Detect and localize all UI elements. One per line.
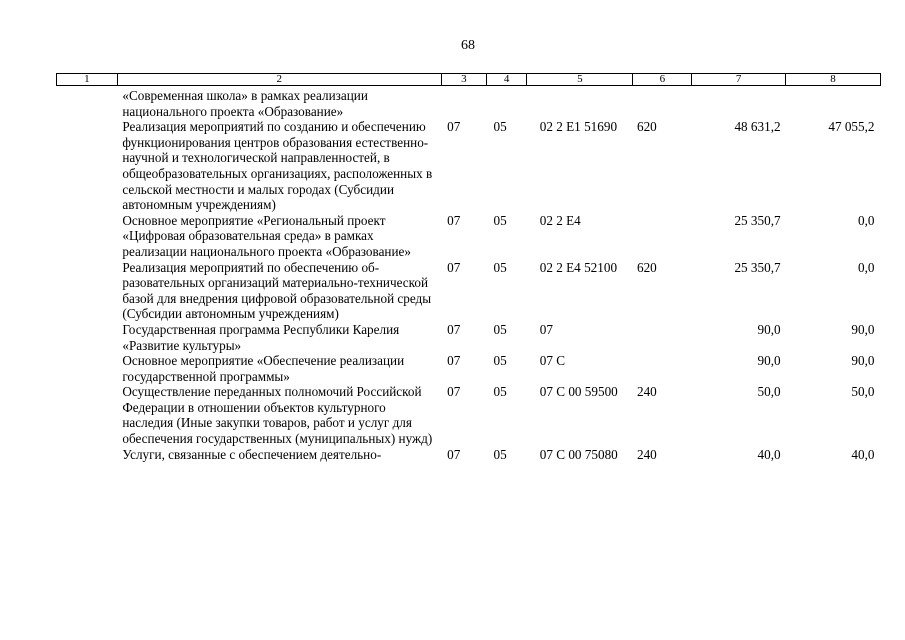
target-article-code: 07	[539, 321, 553, 337]
target-article-code: 02 2 E4	[539, 212, 581, 228]
column-header: 7	[692, 74, 786, 86]
expense-type-code: 620	[636, 259, 657, 275]
subsection-code: 05	[493, 119, 507, 135]
item-name: «Современная школа» в рамках реализации национального проекта «Образование»	[122, 88, 368, 119]
budget-table	[56, 73, 881, 462]
column-number-header-row	[57, 74, 881, 86]
section-code: 07	[447, 446, 461, 462]
table-row	[57, 322, 881, 353]
amount-col7: 90,0	[757, 321, 781, 337]
item-name: Основное мероприятие «Обеспечение реализации государственной программы»	[122, 353, 405, 384]
table-row	[57, 260, 881, 322]
expense-type-code: 620	[636, 119, 657, 135]
subsection-code: 05	[493, 259, 507, 275]
target-article-code: 07 С 00 75080	[539, 446, 618, 462]
subsection-code: 05	[493, 321, 507, 337]
expense-type-code	[633, 353, 692, 384]
amount-col7: 40,0	[757, 446, 781, 462]
table-row	[57, 213, 881, 260]
section-code: 07	[447, 119, 461, 135]
column-header: 6	[633, 74, 692, 86]
amount-col7: 25 350,7	[734, 212, 781, 228]
target-article-code: 07 С 00 59500	[539, 384, 618, 400]
amount-col7: 48 631,2	[734, 119, 781, 135]
amount-col8: 90,0	[851, 321, 875, 337]
subsection-code	[487, 86, 527, 120]
empty-cell	[57, 322, 118, 353]
section-code: 07	[447, 321, 461, 337]
item-name: Основное мероприятие «Региональный проект «Цифровая образовательная среда» в рамках реализации национального проекта «Образование»	[122, 212, 411, 259]
expense-type-code: 240	[636, 384, 657, 400]
subsection-code: 05	[493, 353, 507, 369]
empty-cell	[57, 260, 118, 322]
empty-cell	[57, 384, 118, 446]
amount-col8: 90,0	[851, 353, 875, 369]
subsection-code: 05	[493, 384, 507, 400]
column-header: 2	[117, 74, 441, 86]
item-name: Реализация мероприятий по созданию и обеспечению функционирования центров образования естественно-научной и технологической направленностей, в общеобразовательных организациях, расположенных в сельской местности и малых городах (Субсидии автономным учреждениям)	[122, 119, 433, 213]
target-article-code: 07 С	[539, 353, 566, 369]
empty-cell	[57, 119, 118, 213]
item-name: Реализация мероприятий по обеспечению образовательных организаций материально-технической базой для внедрения цифровой образовательной среды (Субсидии автономным учреждениям)	[122, 259, 432, 322]
amount-col8: 0,0	[858, 259, 875, 275]
amount-col7: 90,0	[757, 353, 781, 369]
target-article-code	[527, 86, 633, 120]
column-header: 4	[487, 74, 527, 86]
section-code: 07	[447, 384, 461, 400]
table-row	[57, 384, 881, 446]
item-name: Государственная программа Республики Карелия «Развитие культуры»	[122, 321, 400, 353]
empty-cell	[57, 353, 118, 384]
section-code: 07	[447, 259, 461, 275]
table-row	[57, 119, 881, 213]
column-header: 8	[786, 74, 881, 86]
page-number: 68	[461, 38, 475, 53]
amount-col8: 47 055,2	[828, 119, 875, 135]
target-article-code: 02 2 E1 51690	[539, 119, 618, 135]
column-header: 3	[441, 74, 486, 86]
item-name: Осуществление переданных полномочий Российской Федерации в отношении объектов культурного наследия (Иные закупки товаров, работ и услуг для обеспечения государственных (муниципальных) нужд)	[122, 384, 433, 447]
amount-col8	[786, 86, 881, 120]
column-header: 1	[57, 74, 118, 86]
table-row	[57, 86, 881, 120]
expense-type-code	[633, 322, 692, 353]
section-code	[441, 86, 486, 120]
expense-type-code	[633, 86, 692, 120]
amount-col7: 25 350,7	[734, 259, 781, 275]
table-row	[57, 447, 881, 463]
expense-type-code	[633, 213, 692, 260]
empty-cell	[57, 447, 118, 463]
amount-col7: 50,0	[757, 384, 781, 400]
subsection-code: 05	[493, 212, 507, 228]
empty-cell	[57, 86, 118, 120]
target-article-code: 02 2 E4 52100	[539, 259, 618, 275]
amount-col8: 50,0	[851, 384, 875, 400]
section-code: 07	[447, 353, 461, 369]
column-header: 5	[527, 74, 633, 86]
empty-cell	[57, 213, 118, 260]
amount-col7	[692, 86, 786, 120]
amount-col8: 40,0	[851, 446, 875, 462]
amount-col8: 0,0	[858, 212, 875, 228]
item-name: Услуги, связанные с обеспечением деятельно-	[122, 446, 382, 462]
expense-type-code: 240	[636, 446, 657, 462]
section-code: 07	[447, 212, 461, 228]
subsection-code: 05	[493, 446, 507, 462]
table-row	[57, 353, 881, 384]
